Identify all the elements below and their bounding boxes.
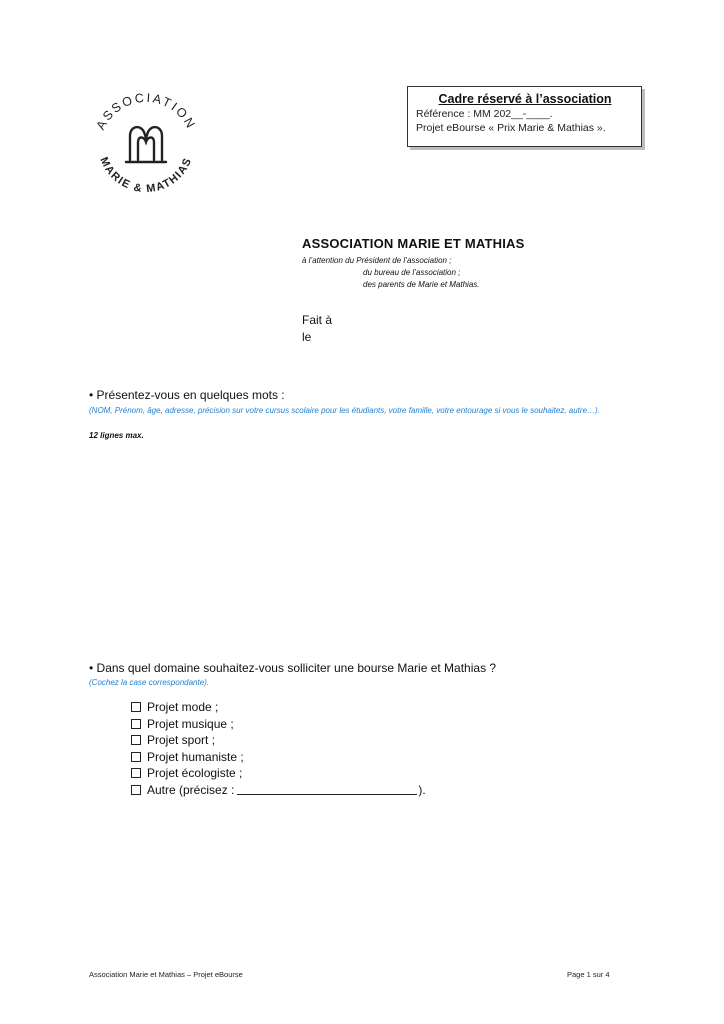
section-presentation-limit: 12 lignes max. xyxy=(89,431,144,440)
reserved-frame xyxy=(407,86,642,147)
section-domain-heading: • Dans quel domaine souhaitez-vous solliciter une bourse Marie et Mathias ? xyxy=(89,661,497,675)
logo-text-top: ASSOCIATION xyxy=(93,90,199,133)
logo-emblem xyxy=(86,86,206,206)
checkbox[interactable] xyxy=(131,702,141,712)
checkbox[interactable] xyxy=(131,768,141,778)
logo-text-bottom: MARIE & MATHIAS xyxy=(97,155,195,196)
addressee-line: du bureau de l’association ; xyxy=(363,268,461,277)
option-music[interactable] xyxy=(131,716,426,733)
section-presentation-heading: • Présentez-vous en quelques mots : xyxy=(89,388,285,402)
checkbox[interactable] xyxy=(131,752,141,762)
option-mode[interactable] xyxy=(131,699,426,716)
place-field-label: Fait à xyxy=(302,313,333,327)
option-suffix: ). xyxy=(418,782,426,797)
addressee-title: ASSOCIATION MARIE ET MATHIAS xyxy=(302,236,525,251)
project-line: Projet eBourse « Prix Marie & Mathias ». xyxy=(416,122,606,134)
addressee-line: à l’attention du Président de l’association ; xyxy=(302,256,452,265)
logo-hands-icon xyxy=(126,127,166,162)
option-label: Projet musique ; xyxy=(147,716,234,731)
addressee-line: des parents de Marie et Mathias. xyxy=(363,280,480,289)
date-field-label: le xyxy=(302,330,312,344)
option-label: Projet humaniste ; xyxy=(147,749,244,764)
page-number: Page 1 sur 4 xyxy=(567,970,610,979)
option-sport[interactable] xyxy=(131,732,426,749)
section-domain-hint: (Cochez la case correspondante). xyxy=(89,678,210,687)
checkbox[interactable] xyxy=(131,735,141,745)
checkbox[interactable] xyxy=(131,719,141,729)
domain-options-list xyxy=(131,699,426,798)
section-presentation-hint: (NOM, Prénom, âge, adresse, précision sur votre cursus scolaire pour les étudiants, votre famille, votre entourage si vous le souhaitez, autre…). xyxy=(89,406,600,415)
option-humanist[interactable] xyxy=(131,749,426,766)
option-label: Projet sport ; xyxy=(147,733,216,748)
option-label: Autre (précisez : xyxy=(147,782,235,797)
footer-title: Association Marie et Mathias – Projet eBourse xyxy=(89,970,243,979)
option-label: Projet mode ; xyxy=(147,700,219,715)
reserved-frame-title: Cadre réservé à l’association xyxy=(438,92,612,106)
option-other[interactable] xyxy=(131,782,426,799)
option-label: Projet écologiste ; xyxy=(147,766,243,781)
other-specify-field[interactable] xyxy=(237,784,417,795)
option-ecologist[interactable] xyxy=(131,765,426,782)
checkbox[interactable] xyxy=(131,785,141,795)
reference-line: Référence : MM 202__-____. xyxy=(416,108,553,120)
association-logo xyxy=(86,86,206,206)
